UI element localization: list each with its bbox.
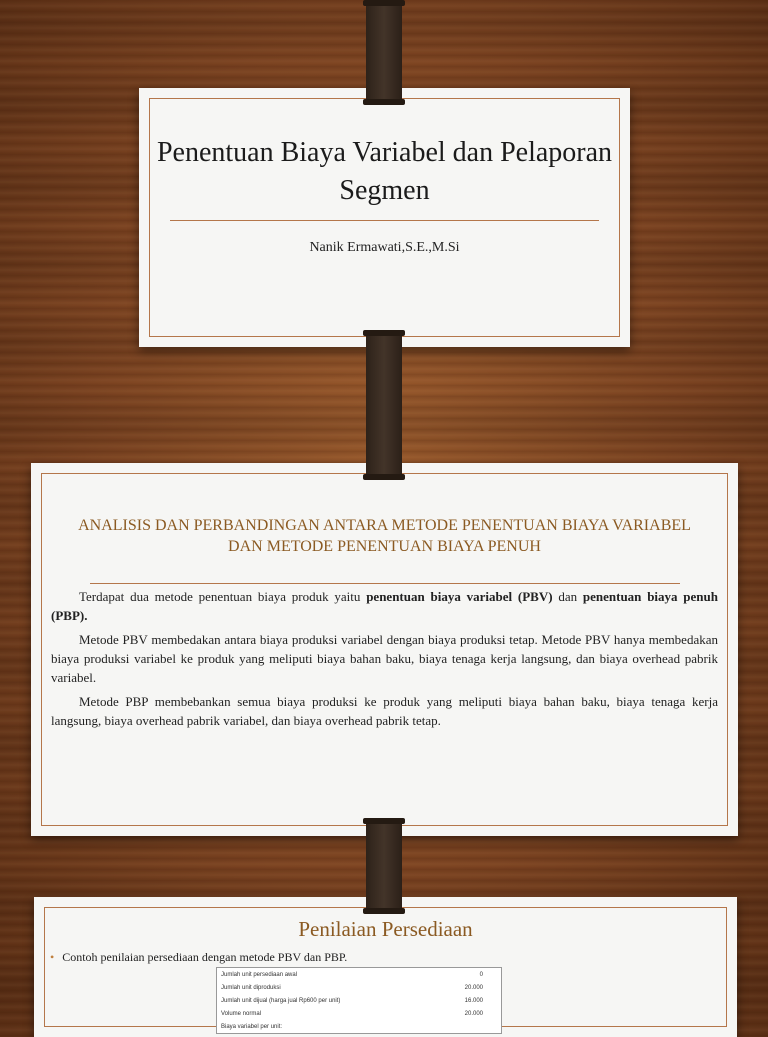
bullet-item: [50, 950, 347, 965]
table-value: 0: [479, 971, 483, 978]
table-label: Jumlah unit diproduksi: [221, 984, 281, 991]
bullet-text: Contoh penilaian persediaan dengan metode PBV dan PBP.: [62, 950, 348, 964]
table-label: Biaya variabel per unit:: [221, 1023, 283, 1030]
table-row: [217, 1020, 502, 1034]
table-row: [217, 994, 502, 1007]
title-divider: [170, 220, 599, 221]
title-slide[interactable]: [139, 88, 630, 347]
pbv-term: penentuan biaya variabel (PBV): [366, 589, 553, 604]
slide-heading: ANALISIS DAN PERBANDINGAN ANTARA METODE PENENTUAN BIAYA VARIABEL DAN METODE PENENTUAN BIAYA PENUH: [78, 517, 691, 555]
table-label: Jumlah unit persediaan awal: [221, 971, 298, 978]
inventory-slide[interactable]: [34, 897, 737, 1037]
paragraph-3: Metode PBP membebankan semua biaya produksi ke produk yang meliputi biaya bahan baku, biaya tenaga kerja langsung, biaya overhead pabrik variabel, dan biaya overhead pabrik tetap.: [51, 694, 718, 728]
analysis-slide[interactable]: [31, 463, 738, 836]
table-value: [432, 1020, 501, 1034]
slide-title: Penentuan Biaya Variabel dan Pelaporan Segmen: [156, 137, 613, 206]
paragraph-2: Metode PBV membedakan antara biaya produksi variabel dengan biaya produksi tetap. Metode PBV hanya membedakan biaya produksi variabel ke produk yang meliputi biaya bahan baku, biaya tenaga kerja langsung, dan biaya overhead pabrik variabel.: [51, 632, 718, 685]
pbp-term: penentuan biaya penuh (PBP).: [51, 589, 719, 623]
table-row: [217, 1007, 502, 1020]
hanger-bottom: [366, 818, 402, 914]
table-label: Jumlah unit dijual (harga jual Rp600 per unit): [221, 997, 341, 1004]
table-value: 16.000: [464, 997, 483, 1004]
bullet-icon: •: [50, 950, 55, 964]
table-label: Volume normal: [221, 1010, 262, 1017]
table-value: 20.000: [464, 1010, 483, 1017]
hanger-middle: [366, 330, 402, 480]
table-row: [217, 968, 502, 982]
slide-body: [51, 587, 718, 735]
paragraph-1-connector: dan: [552, 589, 583, 604]
table-value: 20.000: [464, 984, 483, 991]
heading-divider: [90, 583, 680, 584]
slide-heading: Penilaian Persediaan: [298, 917, 473, 941]
paragraph-1-text: Terdapat dua metode penentuan biaya produk yaitu: [79, 589, 367, 604]
hanger-top: [366, 0, 402, 105]
paragraph-1: [51, 587, 718, 625]
table-row: [217, 981, 502, 994]
author-name: Nanik Ermawati,S.E.,M.Si: [309, 240, 460, 255]
